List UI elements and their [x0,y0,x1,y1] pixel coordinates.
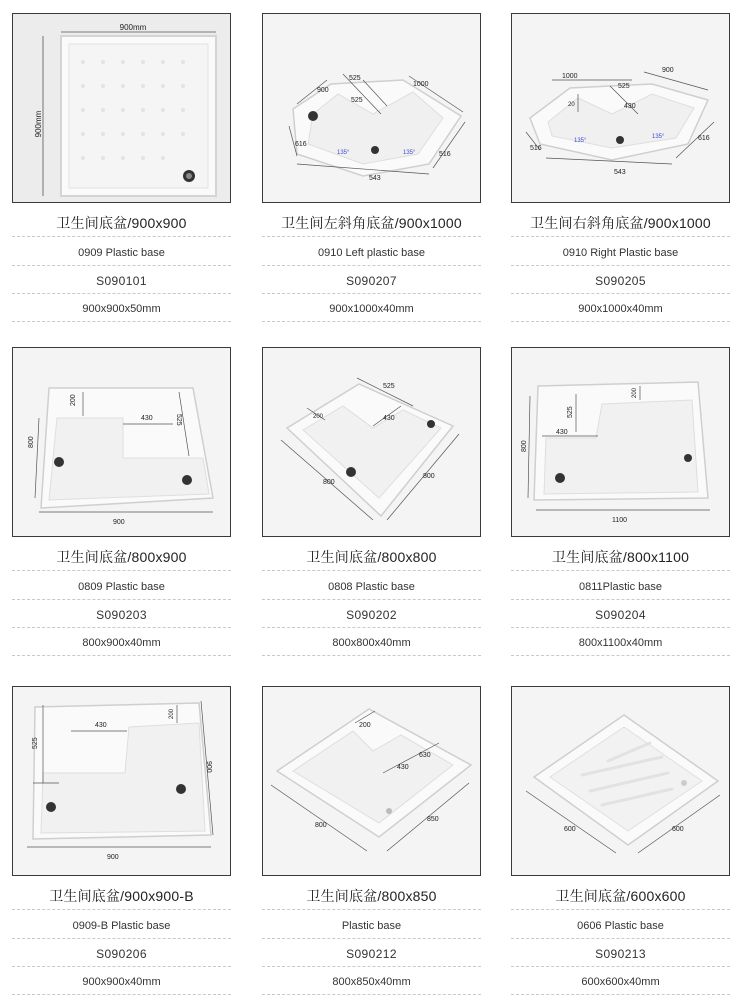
dimension-label: 200 [632,387,638,398]
product-photo [262,13,481,203]
dimension-label: 200 [313,414,324,420]
dimension-label: 900 [317,87,329,94]
product-code: S090212 [262,942,481,967]
product-name: 0909 Plastic base [12,241,231,266]
dimension-label: 430 [397,764,409,771]
product-name: 0910 Left plastic base [262,241,481,266]
dimension-label: 800 [315,822,327,829]
product-title: 卫生间底盆/800x800 [262,544,481,571]
product-code: S090101 [12,269,231,294]
dimension-label: 630 [419,752,431,759]
dimension-label: 430 [383,415,395,422]
product-photo [12,347,231,537]
product-size: 800x900x40mm [12,631,231,656]
dimension-label: 200 [70,394,77,406]
product-title: 卫生间底盆/900x900-B [12,883,231,910]
product-size: 900x1000x40mm [511,297,730,322]
product-name: 0808 Plastic base [262,575,481,600]
angle-label: 135° [652,134,665,140]
dimension-label: 430 [95,722,107,729]
dimension-label: 525 [351,97,363,104]
product-code: S090206 [12,942,231,967]
product-code: S090205 [511,269,730,294]
dimension-label: 1100 [612,517,628,524]
product-size: 900x900x50mm [12,297,231,322]
product-code: S090204 [511,603,730,628]
product-photo [12,686,231,876]
dimension-label: 600 [564,826,576,833]
product-code: S090203 [12,603,231,628]
product-code: S090207 [262,269,481,294]
product-title: 卫生间底盆/800x850 [262,883,481,910]
dimension-label: 430 [141,415,153,422]
product-photo [262,686,481,876]
product-size: 800x850x40mm [262,970,481,995]
product-name: Plastic base [262,914,481,939]
angle-label: 135° [574,138,587,144]
product-photo [511,13,730,203]
product-title: 卫生间右斜角底盆/900x1000 [511,210,730,237]
dimension-label: 525 [32,737,39,749]
dimension-label: 900 [662,67,674,74]
product-size: 600x600x40mm [511,970,730,995]
product-name: 0811Plastic base [511,575,730,600]
dimension-label: 543 [614,169,626,176]
dimension-label: 800 [323,479,335,486]
dimension-label: 616 [698,135,710,142]
dimension-label: 900 [205,761,212,773]
dimension-label: 800 [28,436,35,448]
dimension-label: 430 [624,103,636,110]
dimension-label: 900 [107,854,119,861]
product-title: 卫生间底盆/600x600 [511,883,730,910]
product-photo [511,347,730,537]
dimension-label: 525 [349,75,361,82]
product-title: 卫生间底盆/800x1100 [511,544,730,571]
product-name: 0606 Plastic base [511,914,730,939]
dimension-label: 516 [439,151,451,158]
dimension-label: 525 [567,406,574,418]
dimension-label: 543 [369,175,381,182]
dimension-label: 200 [169,708,175,719]
dimension-label: 1000 [413,81,429,88]
product-title: 卫生间底盆/800x900 [12,544,231,571]
product-photo [511,686,730,876]
product-size: 800x1100x40mm [511,631,730,656]
product-code: S090202 [262,603,481,628]
dimension-label: 900 [113,519,125,526]
product-name: 0909-B Plastic base [12,914,231,939]
dimension-label: 600 [672,826,684,833]
dimension-label: 900mm [34,110,43,138]
product-photo [12,13,231,203]
product-size: 900x900x40mm [12,970,231,995]
dimension-label: 525 [383,383,395,390]
dimension-label: 525 [618,83,630,90]
dimension-label: 800 [521,440,528,452]
dimension-label: 516 [530,145,542,152]
product-title: 卫生间底盆/900x900 [12,210,231,237]
dimension-label: 525 [175,414,182,426]
product-code: S090213 [511,942,730,967]
product-photo [262,347,481,537]
product-title: 卫生间左斜角底盆/900x1000 [262,210,481,237]
product-size: 900x1000x40mm [262,297,481,322]
product-name: 0809 Plastic base [12,575,231,600]
dimension-label: 200 [359,722,371,729]
dimension-label: 850 [427,816,439,823]
product-name: 0910 Right Plastic base [511,241,730,266]
dimension-label: 20 [568,102,575,108]
dimension-label: 1000 [562,73,578,80]
angle-label: 135° [337,150,350,156]
product-size: 800x800x40mm [262,631,481,656]
dimension-label: 430 [556,429,568,436]
dimension-label: 616 [295,141,307,148]
dimension-label: 900mm [119,23,147,32]
angle-label: 135° [403,150,416,156]
dimension-label: 800 [423,473,435,480]
